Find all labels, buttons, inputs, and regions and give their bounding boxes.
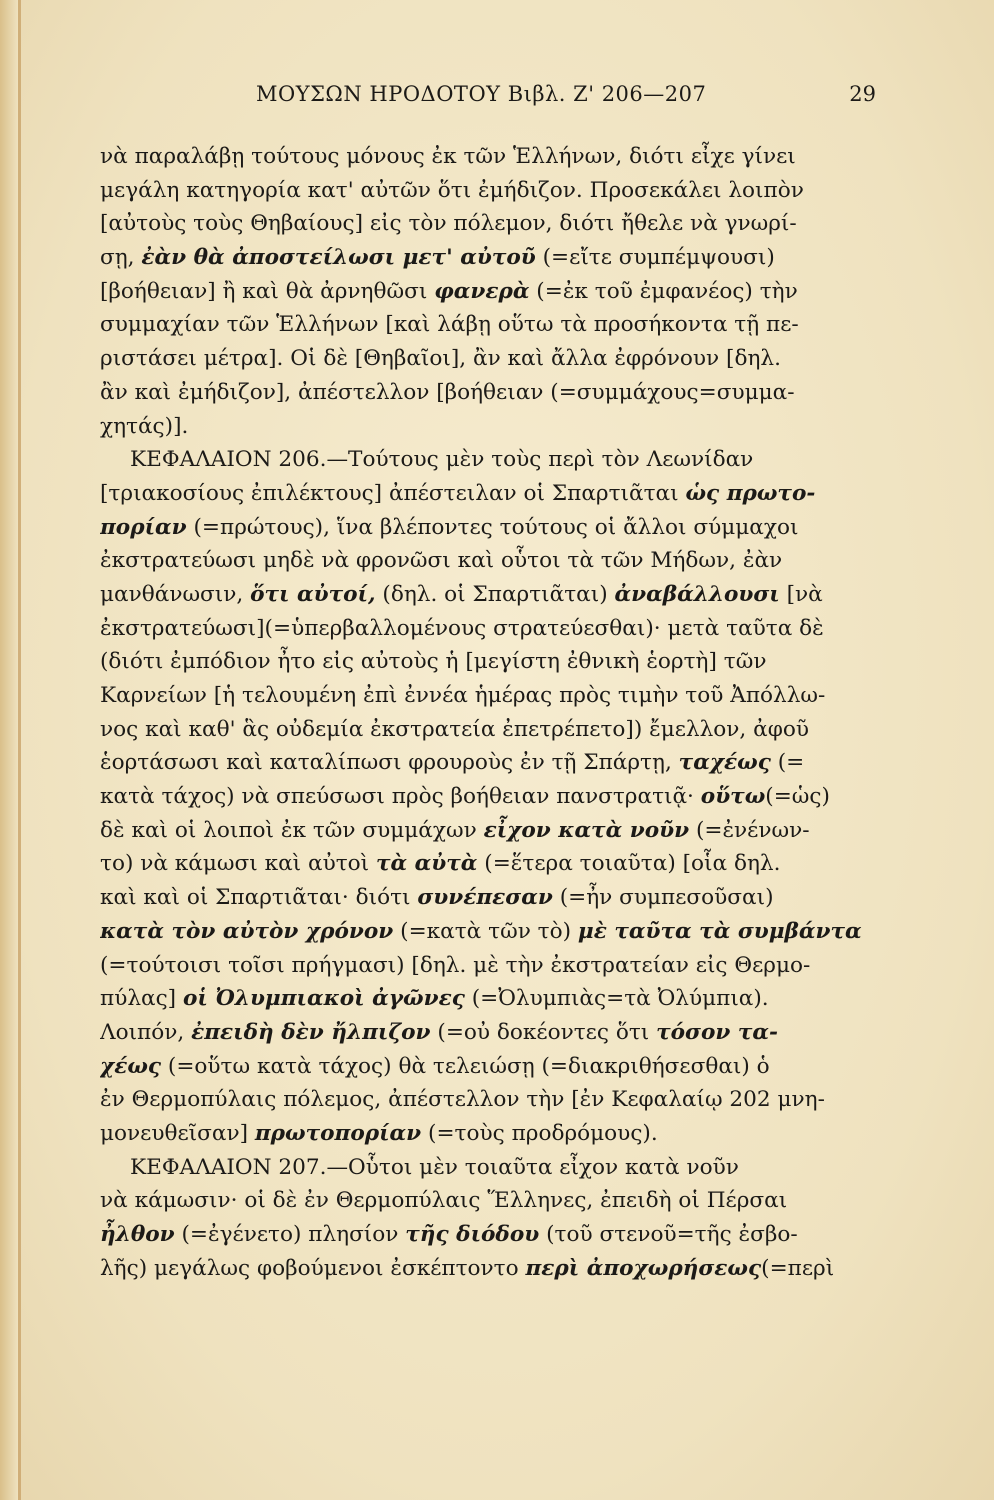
text-run: ἐν Θερμοπύλαις πόλεμος, ἀπέστελλον τὴν [ἐν Κεφαλαίῳ 202 μνη- [100, 1087, 825, 1113]
body-text [100, 140, 876, 1285]
text-run: νος καὶ καθ' ἃς οὐδεμία ἐκστρατεία ἐπετρέπετο]) ἔμελλον, ἀφοῦ [100, 716, 809, 742]
page-header [100, 82, 876, 112]
emphasized-phrase: τόσον τα- [656, 1019, 778, 1045]
text-line [100, 1184, 876, 1218]
text-run: (=ὡς) [765, 784, 830, 810]
text-run: ἐκστρατεύωσι μηδὲ νὰ φρονῶσι καὶ οὗτοι τὰ τῶν Μήδων, ἐὰν [100, 548, 783, 574]
text-run: μεγάλη κατηγορία κατ' αὐτῶν ὅτι ἐμήδιζον. Προσεκάλει λοιπὸν [100, 177, 804, 203]
text-line [100, 174, 876, 208]
emphasized-phrase: ὡς πρωτο- [685, 480, 816, 506]
text-line [100, 814, 876, 848]
text-run: (=ἐνένων- [689, 817, 810, 843]
emphasized-phrase: πρωτοπορίαν [254, 1120, 422, 1146]
text-line [100, 645, 876, 679]
text-line [100, 140, 876, 174]
emphasized-phrase: περὶ ἀποχωρήσεως [525, 1255, 762, 1281]
text-run: το) νὰ κάμωσι καὶ αὐτοὶ [100, 851, 376, 877]
text-run: νὰ κάμωσιν· οἱ δὲ ἐν Θερμοπύλαις Ἕλληνες, ἐπειδὴ οἱ Πέρσαι [100, 1188, 788, 1214]
text-line [100, 1016, 876, 1050]
emphasized-phrase: οἱ Ὀλυμπιακοὶ ἀγῶνες [182, 986, 465, 1012]
text-run: [τριακοσίους ἐπιλέκτους] ἀπέστειλαν οἱ Σπαρτιᾶται [100, 480, 686, 506]
text-run: (=ἐγένετο) πλησίον [174, 1222, 406, 1247]
text-run: λῆς) μεγάλως φοβούμενοι ἐσκέπτοντο [100, 1255, 526, 1281]
text-run: χητάς)]. [100, 413, 189, 439]
text-run: νὰ παραλάβῃ τούτους μόνους ἐκ τῶν Ἑλλήνων, διότι εἶχε γίνει [100, 144, 796, 169]
text-line [100, 308, 876, 342]
running-title: ΜΟΥΣΩΝ ΗΡΟΔΟΤΟΥ Βιβλ. Ζ' 206—207 [256, 82, 707, 106]
text-line [100, 443, 876, 477]
text-run: (=οὐ δοκέοντες ὅτι [430, 1019, 657, 1045]
text-run: (=τούτοισι τοῖσι πρήγμασι) [δηλ. μὲ τὴν ἐκστρατείαν εἰς Θερμο- [100, 952, 811, 978]
text-line [100, 780, 876, 814]
text-run: (=περὶ [761, 1255, 835, 1281]
text-line [100, 949, 876, 983]
text-line [100, 376, 876, 410]
text-line [100, 1050, 876, 1084]
text-run: δὲ καὶ οἱ λοιποὶ ἐκ τῶν συμμάχων [100, 817, 484, 843]
text-run: (διότι ἐμπόδιον ἦτο εἰς αὐτοὺς ἡ [μεγίστη ἐθνικὴ ἑορτὴ] τῶν [100, 649, 767, 675]
text-run: [αὐτοὺς τοὺς Θηβαίους] εἰς τὸν πόλεμον, διότι ἤθελε νὰ γνωρί- [100, 211, 797, 237]
text-run: (=Ὀλυμπιὰς=τὰ Ὀλύμπια). [464, 986, 769, 1012]
text-run: (=πρώτους), ἵνα βλέποντες τούτους οἱ ἄλλοι σύμμαχοι [186, 514, 799, 540]
text-run: μονευθεῖσαν] [100, 1120, 255, 1146]
text-run: (= [770, 750, 805, 776]
text-run: ἐκστρατεύωσι](=ὑπερβαλλομένους στρατεύεσθαι)· μετὰ ταῦτα δὲ [100, 615, 824, 641]
text-run: Καρνείων [ἡ τελουμένη ἐπὶ ἐννέα ἡμέρας πρὸς τιμὴν τοῦ Ἀπόλλω- [100, 683, 826, 708]
text-line [100, 847, 876, 881]
text-line [100, 477, 876, 511]
text-line [100, 1083, 876, 1117]
emphasized-phrase: ἀναβάλλουσι [614, 581, 780, 607]
text-run: πύλας] [100, 986, 183, 1012]
text-run: (=ἕτερα τοιαῦτα) [οἷα δηλ. [477, 851, 781, 877]
text-line [100, 881, 876, 915]
emphasized-phrase: ἐὰν θὰ ἀποστείλωσι μετ' αὐτοῦ [141, 245, 536, 271]
text-run: συμμαχίαν τῶν Ἑλλήνων [καὶ λάβῃ οὕτω τὰ προσήκοντα τῇ πε- [100, 312, 799, 338]
text-line [100, 1151, 876, 1185]
text-run: (=οὕτω κατὰ τάχος) θὰ τελειώσῃ (=διακριθήσεσθαι) ὁ [161, 1053, 770, 1079]
text-line [100, 1218, 876, 1252]
emphasized-phrase: συνέπεσαν [417, 885, 553, 911]
text-line [100, 612, 876, 646]
text-line [100, 982, 876, 1016]
text-line [100, 241, 876, 275]
page-number: 29 [849, 82, 876, 106]
emphasized-phrase: ταχέως [678, 750, 771, 776]
text-line [100, 1117, 876, 1151]
text-line [100, 410, 876, 444]
text-line [100, 511, 876, 545]
text-line [100, 207, 876, 241]
text-line [100, 1252, 876, 1286]
text-run: (=κατὰ τῶν τὸ) [393, 918, 578, 944]
text-run: ριστάσει μέτρα]. Οἱ δὲ [Θηβαῖοι], ἂν καὶ ἄλλα ἐφρόνουν [δηλ. [100, 346, 781, 372]
text-run: (τοῦ στενοῦ=τῆς ἐσβο- [539, 1222, 798, 1247]
text-line [100, 746, 876, 780]
text-line [100, 915, 876, 949]
emphasized-phrase: τῆς διόδου [405, 1222, 540, 1247]
text-run: ἑορτάσωσι καὶ καταλίπωσι φρουροὺς ἐν τῇ Σπάρτῃ, [100, 750, 679, 776]
text-run: ΚΕΦΑΛΑΙΟΝ 207.—Οὗτοι μὲν τοιαῦτα εἶχον κατὰ νοῦν [130, 1154, 739, 1180]
emphasized-phrase: εἶχον κατὰ νοῦν [483, 817, 690, 843]
emphasized-phrase: τὰ αὐτὰ [376, 851, 478, 877]
text-run: κατὰ τάχος) νὰ σπεύσωσι πρὸς βοήθειαν πανστρατιᾷ· [100, 784, 701, 810]
text-run: μανθάνωσιν, [100, 581, 251, 607]
text-run: Λοιπόν, [100, 1019, 192, 1045]
text-run: σῃ, [100, 245, 142, 271]
book-gutter [0, 0, 18, 1500]
text-run: καὶ καὶ οἱ Σπαρτιᾶται· διότι [100, 885, 418, 911]
emphasized-phrase: μὲ ταῦτα τὰ συμβάντα [577, 918, 862, 944]
text-line [100, 578, 876, 612]
text-run: (δηλ. οἱ Σπαρτιᾶται) [375, 581, 615, 607]
text-run: (=τοὺς προδρόμους). [421, 1120, 658, 1146]
text-run: ἂν καὶ ἐμήδιζον], ἀπέστελλον [βοήθειαν (=συμμάχους=συμμα- [100, 379, 795, 405]
emphasized-phrase: κατὰ τὸν αὐτὸν χρόνον [100, 918, 394, 944]
text-run: ΚΕΦΑΛΑΙΟΝ 206.—Τούτους μὲν τοὺς περὶ τὸν Λεωνίδαν [130, 447, 754, 473]
text-line [100, 679, 876, 713]
text-run: (=εἴτε συμπέμψουσι) [535, 245, 775, 271]
text-run: [βοήθειαν] ἢ καὶ θὰ ἀρνηθῶσι [100, 278, 435, 304]
emphasized-phrase: φανερὰ [434, 278, 530, 304]
emphasized-phrase: πορίαν [100, 514, 187, 540]
text-run: (=ἐκ τοῦ ἐμφανέος) τὴν [529, 278, 798, 304]
emphasized-phrase: χέως [100, 1053, 162, 1079]
text-run: [νὰ [779, 581, 823, 607]
text-line [100, 342, 876, 376]
emphasized-phrase: ἐπειδὴ δὲν ἤλπιζον [191, 1019, 431, 1045]
text-line [100, 713, 876, 747]
text-line [100, 275, 876, 309]
emphasized-phrase: ὅτι αὐτοί, [250, 581, 376, 607]
text-run: (=ἦν συμπεσοῦσαι) [552, 885, 774, 911]
binding-edge [18, 0, 21, 1500]
emphasized-phrase: ἦλθον [100, 1222, 175, 1247]
emphasized-phrase: οὕτω [700, 784, 766, 810]
text-line [100, 544, 876, 578]
